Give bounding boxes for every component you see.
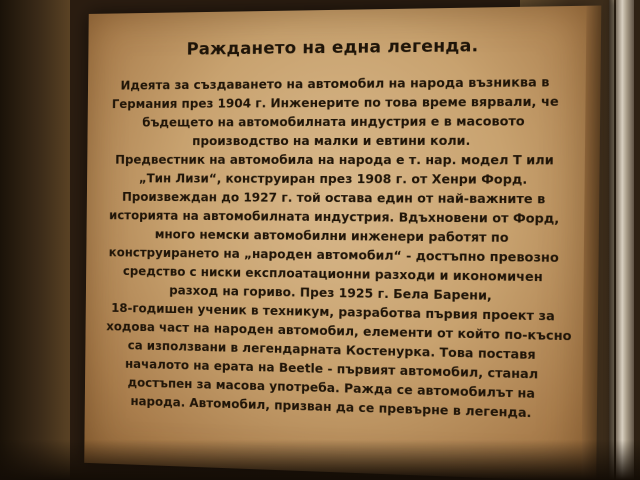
text-line: Произвеждан до 1927 г. той остава един от най-важните в <box>121 189 546 207</box>
text-line: конструирането на „народен автомобил“ - достъпно превозно <box>108 244 559 265</box>
text-line: Предвестник на автомобила на народа е т. нар. модел Т или <box>115 151 554 168</box>
text-line: Германия през 1904 г. Инженерите по това време вярвали, че <box>111 93 559 112</box>
text-line: средство с ниски експлоатационни разходи и икономичен <box>122 263 543 285</box>
text-line: достъпен за масова употреба. Ражда се автомобилът на <box>127 374 536 401</box>
board-title: Раждането на една легенда. <box>186 36 479 60</box>
text-line: много немски автомобилни инженери работят по <box>154 226 509 245</box>
text-line: „Тин Лизи“, конструиран през 1908 г. от Хенри Форд. <box>138 170 528 187</box>
text-line: ходова част на народен автомобил, елементи от който по-късно <box>106 318 572 344</box>
text-line: производство на малки и евтини коли. <box>192 132 471 149</box>
display-frame-edge <box>609 0 614 480</box>
text-line: Идеята за създаването на автомобил на народа възниква в <box>120 74 550 93</box>
text-line: бъдещето на автомобилната индустрия е в масовото <box>142 113 525 130</box>
text-line: разход на гориво. През 1925 г. Бела Барени, <box>169 282 492 303</box>
text-line: народа. Автомобил, призван да се превърне в легенда. <box>130 393 532 421</box>
text-line: началото на ерата на Beetle - първият автомобил, станал <box>124 355 539 382</box>
floor-shadow <box>0 440 640 480</box>
text-line: 18-годишен ученик в техникум, разработва първия проект за <box>111 300 555 324</box>
text-line: историята на автомобилната индустрия. Вдъхновени от Форд, <box>109 207 560 226</box>
board-body-text <box>105 72 572 423</box>
text-line: са използвани в легендарната Костенурка. Това поставя <box>127 337 536 362</box>
information-board <box>84 6 589 480</box>
metal-display-post <box>616 0 634 480</box>
left-wall <box>0 0 70 480</box>
